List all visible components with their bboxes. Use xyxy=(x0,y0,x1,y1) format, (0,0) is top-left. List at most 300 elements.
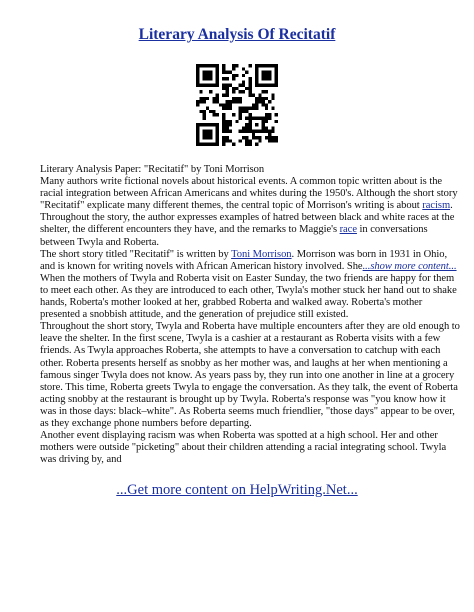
qr-module xyxy=(216,139,219,142)
qr-module xyxy=(216,64,219,67)
qr-module xyxy=(258,97,261,100)
qr-module xyxy=(232,100,235,103)
body-text-run: . xyxy=(450,200,453,212)
qr-module xyxy=(271,130,274,133)
qr-module xyxy=(245,130,248,133)
qr-module xyxy=(271,139,274,142)
qr-module xyxy=(203,130,206,133)
qr-module xyxy=(239,84,242,87)
qr-module xyxy=(203,136,206,139)
body-line xyxy=(40,357,448,370)
qr-module xyxy=(206,107,209,110)
qr-module xyxy=(209,136,212,139)
qr-module xyxy=(268,84,271,87)
qr-module xyxy=(206,84,209,87)
qr-module xyxy=(203,100,206,103)
qr-module xyxy=(268,113,271,116)
qr-module xyxy=(255,123,258,126)
qr-module xyxy=(252,107,255,110)
qr-module xyxy=(258,139,261,142)
qr-module xyxy=(239,107,242,110)
qr-module xyxy=(226,126,229,129)
qr-module xyxy=(275,136,278,139)
qr-module xyxy=(245,87,248,90)
qr-module xyxy=(212,64,215,67)
body-line xyxy=(40,164,440,176)
qr-module xyxy=(248,64,251,67)
qr-module xyxy=(216,80,219,83)
qr-module xyxy=(232,113,235,116)
qr-module xyxy=(248,143,251,146)
qr-module xyxy=(258,84,261,87)
qr-module xyxy=(239,97,242,100)
body-line xyxy=(40,297,440,309)
body-text-run: Throughout the short story, Twyla and Roberta have multiple encounters after they are old enough to xyxy=(40,321,460,333)
body-text-run: in conversations xyxy=(356,224,428,236)
qr-module xyxy=(268,136,271,139)
qr-module xyxy=(206,77,209,80)
qr-module xyxy=(226,100,229,103)
qr-module xyxy=(209,90,212,93)
qr-module xyxy=(268,100,271,103)
body-text-run: Another event displaying racism was when Roberta was spotted at a high school. Her and other xyxy=(40,430,438,442)
qr-module xyxy=(268,71,271,74)
qr-module xyxy=(252,94,255,97)
qr-module xyxy=(199,84,202,87)
qr-module xyxy=(265,74,268,77)
qr-module xyxy=(222,107,225,110)
qr-module xyxy=(271,126,274,129)
qr-module xyxy=(222,116,225,119)
qr-module xyxy=(242,107,245,110)
qr-module xyxy=(222,77,225,80)
qr-module xyxy=(275,71,278,74)
qr-module xyxy=(222,123,225,126)
qr-module xyxy=(226,87,229,90)
qr-module xyxy=(242,84,245,87)
inline-link[interactable]: Toni Morrison xyxy=(231,248,292,260)
qr-module xyxy=(265,71,268,74)
qr-module xyxy=(209,77,212,80)
qr-module xyxy=(262,123,265,126)
qr-module xyxy=(268,64,271,67)
qr-module xyxy=(199,123,202,126)
qr-module xyxy=(206,130,209,133)
qr-module xyxy=(242,80,245,83)
qr-module xyxy=(199,97,202,100)
qr-module xyxy=(229,139,232,142)
qr-module xyxy=(248,80,251,83)
qr-module xyxy=(235,120,238,123)
qr-module xyxy=(206,143,209,146)
qr-module xyxy=(196,136,199,139)
qr-module xyxy=(265,126,268,129)
body-line xyxy=(40,284,457,297)
qr-module xyxy=(196,64,199,67)
qr-module xyxy=(226,77,229,80)
qr-module xyxy=(199,100,202,103)
qr-module xyxy=(262,116,265,119)
body-text-run: mothers were outside "picketing" about their children attending a racial integrating school. Twyla xyxy=(40,442,447,454)
qr-module xyxy=(242,74,245,77)
body-text-run: Literary Analysis Paper: "Recitatif" by Toni Morrison xyxy=(40,164,265,175)
qr-module xyxy=(222,113,225,116)
qr-module xyxy=(255,97,258,100)
body-text-run: shelter, the different encounters they have, and the remarks to Maggie's xyxy=(40,224,340,236)
body-text-run: "Recitatif" explicate many different themes, the central topic of Morrison's writing is about xyxy=(40,200,423,212)
qr-module xyxy=(206,97,209,100)
qr-module xyxy=(262,126,265,129)
qr-module xyxy=(232,67,235,70)
body-line xyxy=(40,454,440,466)
qr-module xyxy=(232,97,235,100)
qr-module xyxy=(245,139,248,142)
qr-module xyxy=(232,77,235,80)
qr-module xyxy=(255,77,258,80)
qr-module xyxy=(248,87,251,90)
body-line xyxy=(40,345,440,357)
document-title[interactable]: Literary Analysis Of Recitatif xyxy=(138,26,336,43)
body-text-run: leave the shelter. In the first scene, Twyla is a cashier at a restaurant as Roberta visits with a few xyxy=(40,333,441,345)
qr-module xyxy=(245,116,248,119)
qr-module xyxy=(242,126,245,129)
qr-module xyxy=(196,143,199,146)
qr-module xyxy=(265,84,268,87)
qr-module xyxy=(255,107,258,110)
qr-module xyxy=(212,97,215,100)
qr-module xyxy=(199,110,202,113)
document-body xyxy=(40,164,460,466)
qr-module xyxy=(268,130,271,133)
qr-module xyxy=(258,136,261,139)
qr-module xyxy=(235,100,238,103)
body-line xyxy=(40,418,440,430)
body-line xyxy=(40,369,455,382)
body-text-run: and is known for writing novels with African American history involved. She xyxy=(40,260,363,272)
qr-module xyxy=(196,126,199,129)
qr-module xyxy=(265,103,268,106)
qr-module xyxy=(275,113,278,116)
qr-module xyxy=(252,133,255,136)
qr-module xyxy=(226,103,229,106)
qr-module xyxy=(262,64,265,67)
qr-module xyxy=(265,64,268,67)
qr-module xyxy=(242,110,245,113)
body-text-run: acting snobby at the restaurant is brought up by Twyla. Roberta's response was "you know how it xyxy=(40,393,446,405)
qr-module xyxy=(203,71,206,74)
qr-module xyxy=(248,77,251,80)
qr-module xyxy=(203,133,206,136)
qr-module xyxy=(275,74,278,77)
body-line xyxy=(40,333,440,345)
qr-module xyxy=(222,130,225,133)
qr-module xyxy=(222,120,225,123)
qr-module xyxy=(271,84,274,87)
qr-module xyxy=(262,77,265,80)
qr-module xyxy=(255,71,258,74)
qr-module xyxy=(229,107,232,110)
qr-module xyxy=(268,74,271,77)
qr-module xyxy=(242,130,245,133)
qr-module xyxy=(222,64,225,67)
qr-module xyxy=(232,90,235,93)
qr-module xyxy=(216,113,219,116)
qr-module xyxy=(196,133,199,136)
qr-module xyxy=(203,110,206,113)
body-text-run: Throughout the story, the author expresses examples of hatred between black and white races at the xyxy=(40,212,455,224)
qr-module xyxy=(245,123,248,126)
qr-module xyxy=(232,143,235,146)
qr-module xyxy=(258,94,261,97)
inline-link[interactable]: race xyxy=(339,224,357,236)
qr-module xyxy=(242,136,245,139)
qr-module xyxy=(255,136,258,139)
qr-module xyxy=(196,130,199,133)
qr-module xyxy=(222,143,225,146)
qr-module xyxy=(262,74,265,77)
qr-module xyxy=(275,64,278,67)
qr-module xyxy=(245,143,248,146)
qr-module xyxy=(265,77,268,80)
qr-module xyxy=(239,110,242,113)
qr-module xyxy=(275,84,278,87)
qr-module xyxy=(216,100,219,103)
qr-module xyxy=(262,100,265,103)
qr-module xyxy=(222,126,225,129)
qr-module xyxy=(209,84,212,87)
body-text-run: between Twyla and Roberta. xyxy=(40,236,160,248)
qr-module xyxy=(248,107,251,110)
qr-module xyxy=(229,71,232,74)
qr-module xyxy=(196,139,199,142)
qr-module xyxy=(216,74,219,77)
qr-module xyxy=(196,74,199,77)
qr-module xyxy=(196,103,199,106)
qr-module xyxy=(206,136,209,139)
qr-module xyxy=(216,77,219,80)
qr-module xyxy=(212,123,215,126)
qr-module xyxy=(226,136,229,139)
qr-module xyxy=(271,136,274,139)
qr-module xyxy=(229,84,232,87)
qr-module xyxy=(222,71,225,74)
qr-module xyxy=(226,120,229,123)
qr-module xyxy=(258,130,261,133)
qr-module xyxy=(232,74,235,77)
qr-module xyxy=(209,74,212,77)
body-line xyxy=(40,309,440,321)
qr-module xyxy=(196,100,199,103)
body-text-run: hands, Roberta's mother looked at her, grabbed Roberta and walked away. Roberta's mother xyxy=(40,297,423,309)
qr-module xyxy=(203,97,206,100)
qr-module xyxy=(206,133,209,136)
qr-module xyxy=(229,120,232,123)
qr-module xyxy=(242,90,245,93)
qr-module xyxy=(209,71,212,74)
qr-module xyxy=(252,103,255,106)
qr-module xyxy=(203,84,206,87)
qr-module xyxy=(271,64,274,67)
body-text-run: racial integration between African Americans and whites during the 1950's. Although the short story xyxy=(40,188,458,200)
qr-module xyxy=(275,120,278,123)
body-line xyxy=(40,272,455,285)
qr-module xyxy=(209,123,212,126)
qr-module xyxy=(216,84,219,87)
qr-module xyxy=(265,97,268,100)
body-text-run: was in those days: black–white". As Roberta seems much friendlier, "those days" appear to be over, xyxy=(40,405,455,417)
qr-module xyxy=(226,139,229,142)
body-line xyxy=(40,405,455,418)
qr-module xyxy=(265,120,268,123)
qr-module xyxy=(242,67,245,70)
qr-module xyxy=(199,90,202,93)
qr-module xyxy=(245,110,248,113)
qr-module xyxy=(229,103,232,106)
show-more-content-link[interactable]: ...show more content... xyxy=(362,260,457,272)
body-line xyxy=(40,442,447,454)
qr-module xyxy=(222,87,225,90)
qr-module xyxy=(222,139,225,142)
qr-module xyxy=(229,130,232,133)
qr-module xyxy=(258,64,261,67)
qr-module xyxy=(216,126,219,129)
body-text-run: to meet each other. As they are introduced to each other, Twyla's mother stuck her hand out to shake xyxy=(40,284,457,296)
qr-module xyxy=(255,103,258,106)
body-text-run: . Morrison was born in 1931 in Ohio, xyxy=(291,248,448,260)
qr-module xyxy=(206,71,209,74)
body-text-run: famous singer Twyla does not know. As years pass by, they run into one another in line at a grocery xyxy=(40,369,455,381)
qr-module xyxy=(262,120,265,123)
qr-module xyxy=(255,100,258,103)
qr-module xyxy=(216,133,219,136)
qr-module xyxy=(209,133,212,136)
qr-module xyxy=(239,100,242,103)
qr-module xyxy=(226,123,229,126)
qr-module xyxy=(235,87,238,90)
qr-module xyxy=(222,67,225,70)
qr-module xyxy=(196,80,199,83)
qr-module xyxy=(268,133,271,136)
body-text-run: Many authors write fictional novels about historical events. A common topic written about is the xyxy=(40,176,443,188)
qr-module xyxy=(229,123,232,126)
qr-module xyxy=(245,136,248,139)
qr-module xyxy=(196,84,199,87)
qr-module xyxy=(226,90,229,93)
qr-module xyxy=(203,74,206,77)
qr-module xyxy=(216,71,219,74)
qr-module xyxy=(216,97,219,100)
body-line xyxy=(40,321,460,333)
qr-module xyxy=(268,77,271,80)
qr-module xyxy=(226,107,229,110)
qr-module xyxy=(255,116,258,119)
body-line xyxy=(40,188,458,200)
qr-module xyxy=(203,123,206,126)
body-line xyxy=(40,260,457,273)
body-line xyxy=(40,381,458,394)
qr-module xyxy=(275,67,278,70)
qr-module xyxy=(222,84,225,87)
body-text-run: store. This time, Roberta greets Twyla to engage the conversation. As they talk, the event of Roberta xyxy=(40,381,458,393)
qr-module xyxy=(252,136,255,139)
qr-module xyxy=(265,116,268,119)
qr-module xyxy=(203,143,206,146)
qr-module xyxy=(258,100,261,103)
qr-module xyxy=(262,97,265,100)
qr-module xyxy=(265,136,268,139)
qr-module xyxy=(206,123,209,126)
qr-module xyxy=(196,67,199,70)
qr-module xyxy=(206,64,209,67)
qr-module xyxy=(239,90,242,93)
get-more-content-link[interactable]: ...Get more content on HelpWriting.Net... xyxy=(116,482,358,498)
body-line xyxy=(40,393,446,406)
qr-module xyxy=(255,80,258,83)
qr-module xyxy=(232,87,235,90)
qr-module xyxy=(258,116,261,119)
qr-module xyxy=(255,67,258,70)
qr-module xyxy=(226,84,229,87)
qr-module xyxy=(199,64,202,67)
qr-module xyxy=(203,64,206,67)
qr-module xyxy=(216,143,219,146)
qr-module xyxy=(203,77,206,80)
qr-module xyxy=(216,94,219,97)
qr-module xyxy=(232,64,235,67)
qr-module xyxy=(209,64,212,67)
qr-module xyxy=(248,139,251,142)
qr-module xyxy=(235,74,238,77)
qr-module xyxy=(265,130,268,133)
qr-module xyxy=(226,94,229,97)
inline-link[interactable]: racism xyxy=(422,200,451,212)
qr-module xyxy=(248,113,251,116)
qr-module xyxy=(226,130,229,133)
qr-module xyxy=(216,130,219,133)
body-line xyxy=(40,430,440,442)
qr-module xyxy=(262,84,265,87)
qr-module xyxy=(239,139,242,142)
qr-module xyxy=(248,90,251,93)
qr-module xyxy=(216,123,219,126)
qr-module xyxy=(199,143,202,146)
body-text-run: was driving by, and xyxy=(40,454,122,466)
qr-module xyxy=(248,126,251,129)
qr-module xyxy=(222,136,225,139)
qr-module xyxy=(248,120,251,123)
qr-module xyxy=(255,130,258,133)
body-text-run: friends. As Twyla approaches Roberta, she attempts to have a conversation to catchup with each xyxy=(40,345,441,357)
qr-module xyxy=(255,74,258,77)
qr-module xyxy=(203,113,206,116)
qr-module xyxy=(275,80,278,83)
qr-module xyxy=(235,64,238,67)
qr-module xyxy=(275,139,278,142)
qr-module xyxy=(245,126,248,129)
qr-module xyxy=(248,84,251,87)
qr-module xyxy=(265,107,268,110)
qr-module xyxy=(239,116,242,119)
qr-module xyxy=(239,130,242,133)
qr-module xyxy=(255,143,258,146)
qr-module xyxy=(255,64,258,67)
body-line xyxy=(40,200,453,212)
body-line xyxy=(40,212,455,224)
qr-module xyxy=(268,116,271,119)
qr-module xyxy=(212,110,215,113)
qr-module xyxy=(222,103,225,106)
qr-module xyxy=(262,71,265,74)
